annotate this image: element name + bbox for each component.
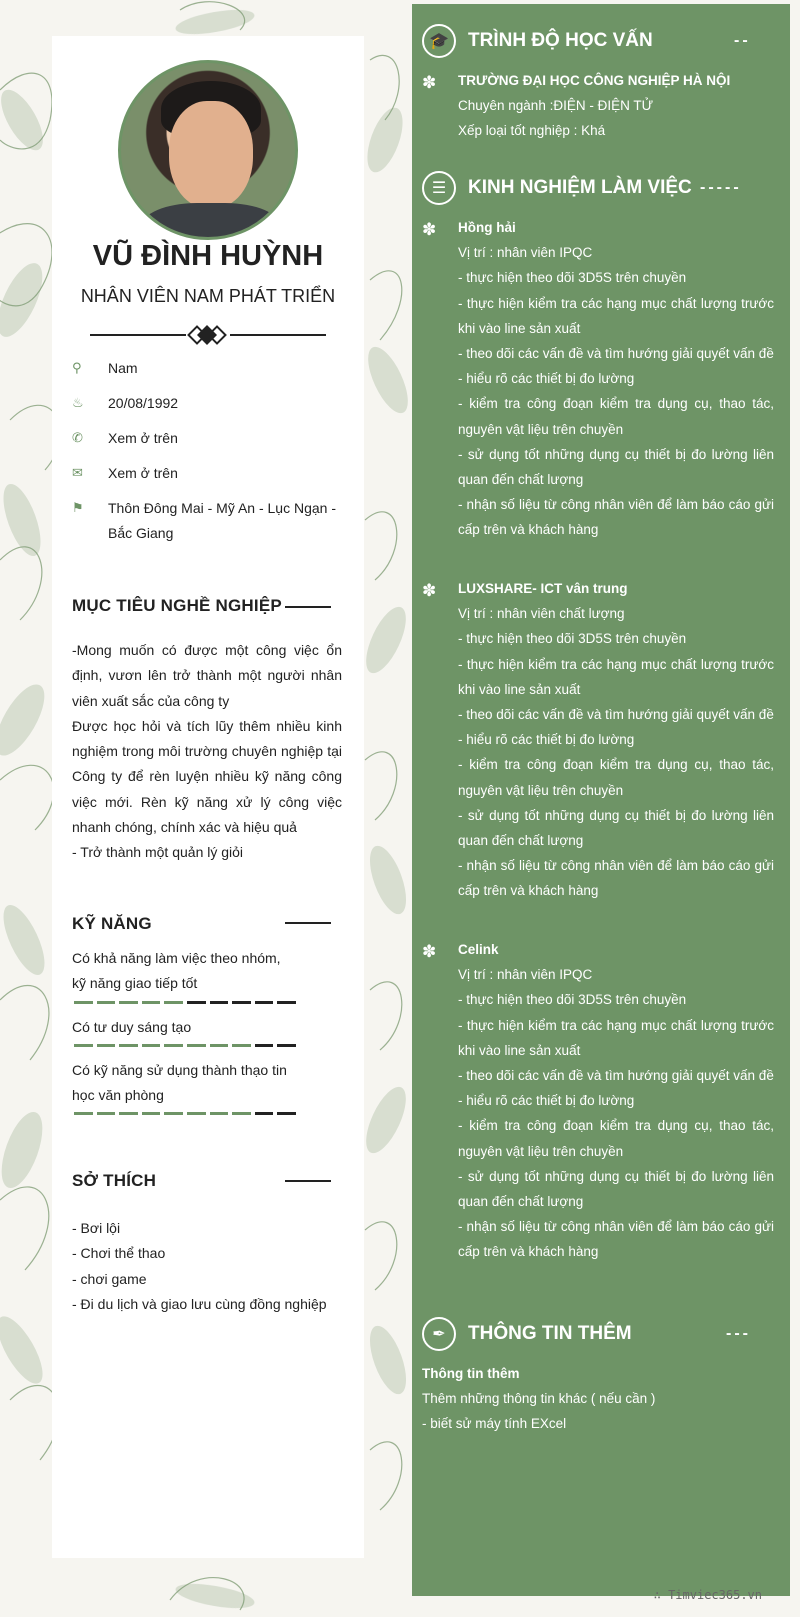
skill-bar-segment [232, 1001, 251, 1004]
skill-bar-segment [210, 1001, 229, 1004]
school-name: TRƯỜNG ĐẠI HỌC CÔNG NGHIỆP HÀ NỘI [458, 73, 731, 88]
additional-details [422, 1361, 772, 1437]
skill-label: Có kỹ năng sử dụng thành thạo tin học văn phòng [72, 1062, 287, 1103]
flower-bullet-icon: ✽ [422, 942, 437, 961]
education-title: TRÌNH ĐỘ HỌC VẤN [468, 30, 653, 51]
skill-bar-segment [164, 1112, 183, 1115]
book-stack-icon: ☰ [422, 171, 456, 205]
skill-bar-segment [164, 1044, 183, 1047]
job-duty: - theo dõi các vấn đề và tìm hướng giải quyết vấn đề [458, 707, 774, 723]
location-pin-icon: ⚑ [72, 500, 84, 515]
avatar [118, 60, 298, 240]
skill-bar-segment [232, 1112, 251, 1115]
skill-bar-segment [142, 1001, 161, 1004]
info-gender: ⚲ Nam [72, 360, 138, 376]
candidate-name: VŨ ĐÌNH HUỲNH [92, 240, 324, 272]
job-duty: - hiểu rõ các thiết bị đo lường [458, 1093, 635, 1109]
skill-bar-segment [255, 1112, 274, 1115]
skill-bar-segment [210, 1112, 229, 1115]
hobbies-list [72, 1216, 342, 1317]
skill-bar-segment [119, 1044, 138, 1047]
skills-title: KỸ NĂNG [72, 914, 152, 933]
experience-header [422, 171, 692, 205]
skill-bar-segment [97, 1112, 116, 1115]
job-duty: - theo dõi các vấn đề và tìm hướng giải quyết vấn đề [458, 346, 774, 362]
job-duty: - sử dụng tốt những dụng cụ thiết bị đo lường liên quan đến chất lượng [458, 807, 774, 849]
job-company: Celink [458, 942, 499, 957]
list-item: - Đi du lịch và giao lưu cùng đồng nghiệp [72, 1295, 327, 1312]
skill-bar [74, 1001, 296, 1004]
job-duty: - hiểu rõ các thiết bị đo lường [458, 371, 635, 387]
skill-bar-segment [142, 1044, 161, 1047]
education-details [458, 68, 774, 144]
skill-bar-segment [255, 1044, 274, 1047]
info-birthday: ♨ 20/08/1992 [72, 395, 179, 411]
additional-title: THÔNG TIN THÊM [468, 1323, 632, 1344]
major: Chuyên ngành :ĐIỆN - ĐIỆN TỬ [458, 98, 654, 114]
skill-label: Có khả năng làm việc theo nhóm, kỹ năng giao tiếp tốt [72, 950, 281, 991]
flower-bullet-icon: ✽ [422, 220, 437, 239]
objective-title: MỤC TIÊU NGHỀ NGHIỆP [72, 596, 282, 615]
list-item: - Bơi lội [72, 1220, 121, 1236]
skill-bar-segment [97, 1044, 116, 1047]
job-duty: - theo dõi các vấn đề và tìm hướng giải quyết vấn đề [458, 1068, 774, 1084]
job-duty: - thực hiện kiểm tra các hạng mục chất lượng trước khi vào line sản xuất [458, 656, 774, 697]
skill-bar-segment [232, 1044, 251, 1047]
grade: Xếp loại tốt nghiệp : Khá [458, 123, 606, 139]
list-item: - Chơi thể thao [72, 1245, 166, 1262]
email-icon: ✉ [72, 465, 83, 480]
info-email: ✉ Xem ở trên [72, 465, 178, 481]
job-duty: - sử dụng tốt những dụng cụ thiết bị đo lường liên quan đến chất lượng [458, 446, 774, 488]
job-duty: - nhận số liệu từ công nhân viên để làm báo cáo gửi cấp trên và khách hàng [458, 858, 774, 899]
flower-bullet-icon: ✽ [422, 73, 437, 92]
job-entry [458, 937, 774, 1265]
job-entry [458, 576, 774, 904]
skill-bar-segment [74, 1044, 93, 1047]
list-item: - chơi game [72, 1270, 147, 1287]
skill-bar [74, 1044, 296, 1047]
job-duty: - nhận số liệu từ công nhân viên để làm báo cáo gửi cấp trên và khách hàng [458, 497, 774, 538]
gender-icon: ⚲ [72, 360, 82, 375]
graduation-cap-icon: 🎓 [422, 24, 456, 58]
additional-line: - biết sử máy tính EXcel [422, 1416, 567, 1432]
job-entry [458, 215, 774, 543]
info-address: ⚑ Thôn Đông Mai - Mỹ An - Lục Ngạn - Bắc Giang [72, 500, 336, 541]
job-duty: - hiểu rõ các thiết bị đo lường [458, 732, 635, 748]
job-duty: - nhận số liệu từ công nhân viên để làm báo cáo gửi cấp trên và khách hàng [458, 1219, 774, 1260]
additional-header [422, 1317, 632, 1351]
experience-title: KINH NGHIỆM LÀM VIỆC [468, 177, 692, 198]
skill-bar-segment [97, 1001, 116, 1004]
job-duty: - kiểm tra công đoạn kiểm tra dụng cụ, thao tác, nguyên vật liệu trên chuyền [458, 396, 774, 437]
job-company: Hồng hải [458, 220, 516, 235]
additional-line: Thêm những thông tin khác ( nếu cần ) [422, 1391, 656, 1407]
skill-bar-segment [277, 1112, 296, 1115]
name-divider [90, 325, 326, 345]
skill-label: Có tư duy sáng tạo [72, 1019, 192, 1035]
job-duty: - thực hiện kiểm tra các hạng mục chất lượng trước khi vào line sản xuất [458, 1017, 774, 1058]
skill-bar-segment [255, 1001, 274, 1004]
candidate-role: NHÂN VIÊN NAM PHÁT TRIỂN [80, 286, 336, 306]
job-position: Vị trí : nhân viên IPQC [458, 967, 593, 983]
skill-bar-segment [74, 1001, 93, 1004]
job-duty: - kiểm tra công đoạn kiểm tra dụng cụ, thao tác, nguyên vật liệu trên chuyền [458, 1118, 774, 1159]
birthday-cake-icon: ♨ [72, 395, 84, 410]
skill-bar-segment [187, 1112, 206, 1115]
skill-bar-segment [277, 1001, 296, 1004]
job-duty: - thực hiện theo dõi 3D5S trên chuyền [458, 631, 687, 647]
skill-bar-segment [164, 1001, 183, 1004]
phone-icon: ✆ [72, 430, 83, 445]
skill-bar-segment [74, 1112, 93, 1115]
job-duty: - thực hiện kiểm tra các hạng mục chất lượng trước khi vào line sản xuất [458, 295, 774, 336]
flower-bullet-icon: ✽ [422, 581, 437, 600]
skill-bar-segment [277, 1044, 296, 1047]
hobbies-title: SỞ THÍCH [72, 1171, 157, 1190]
job-position: Vị trí : nhân viên chất lượng [458, 606, 625, 622]
info-phone: ✆ Xem ở trên [72, 430, 178, 446]
objective-rule [285, 606, 331, 608]
skill-bar-segment [210, 1044, 229, 1047]
job-duty: - thực hiện theo dõi 3D5S trên chuyền [458, 270, 687, 286]
objective-text: -Mong muốn có được một công việc ổn định, vươn lên trở thành một người nhân viên xuất sắc của công ty Được học hỏi và tích lũy thêm nhiều kinh nghiệm trong môi trường chuyên nghiệp tại Công ty để rèn luyện nhiều kỹ năng công việc mới. Rèn kỹ năng xử lý công việc nhanh chóng, chính xác và hiệu quả - Trở thành một quản lý giỏi [72, 642, 342, 861]
job-company: LUXSHARE- ICT vân trung [458, 581, 628, 596]
job-duty: - sử dụng tốt những dụng cụ thiết bị đo lường liên quan đến chất lượng [458, 1168, 774, 1210]
skill-bar-segment [142, 1112, 161, 1115]
skills-rule [285, 922, 331, 924]
watermark: ∴ Timviec365.vn [653, 1588, 762, 1602]
job-position: Vị trí : nhân viên IPQC [458, 245, 593, 261]
education-header [422, 24, 653, 58]
skill-bar-segment [119, 1001, 138, 1004]
additional-dash: --- [726, 1325, 751, 1342]
skill-bar [74, 1112, 296, 1115]
job-duty: - kiểm tra công đoạn kiểm tra dụng cụ, thao tác, nguyên vật liệu trên chuyền [458, 757, 774, 798]
experience-dash: ----- [700, 179, 742, 196]
skill-bar-segment [187, 1001, 206, 1004]
skill-bar-segment [187, 1044, 206, 1047]
right-panel [412, 4, 790, 1596]
skill-bar-segment [119, 1112, 138, 1115]
job-duty: - thực hiện theo dõi 3D5S trên chuyền [458, 992, 687, 1008]
hobbies-rule [285, 1180, 331, 1182]
education-dash: -- [734, 32, 751, 49]
additional-heading: Thông tin thêm [422, 1366, 520, 1381]
pen-nib-icon: ✒ [422, 1317, 456, 1351]
